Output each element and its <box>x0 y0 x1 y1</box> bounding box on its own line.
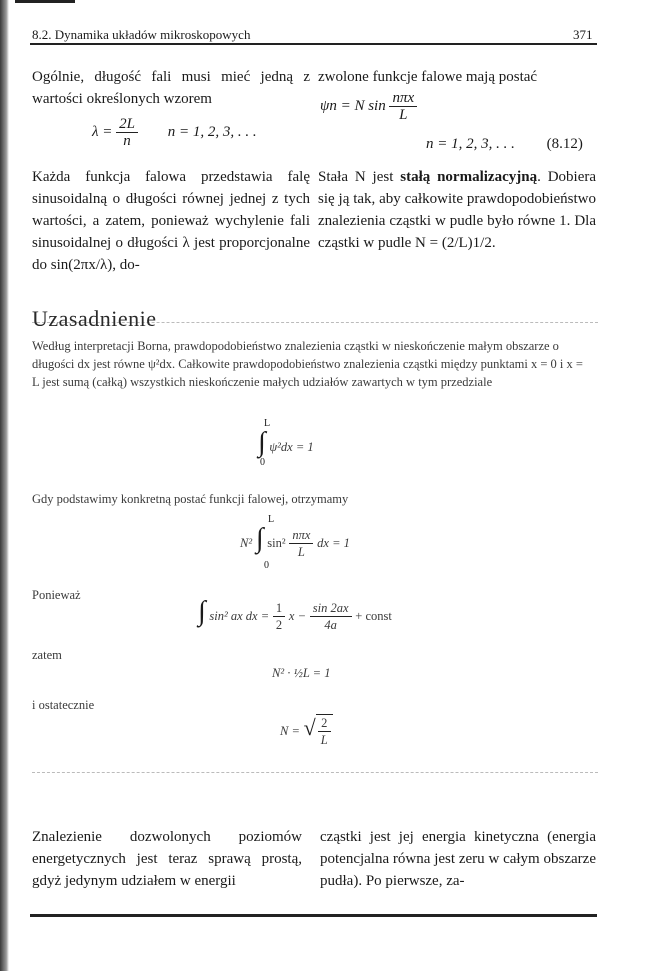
eq-psi-lhs: ψn = N sin <box>320 97 386 114</box>
eq-psi-fraction <box>389 90 417 123</box>
eq1-upper-limit: L <box>264 418 271 429</box>
page-number: 371 <box>573 27 593 42</box>
eq3-left: sin² ax dx = <box>209 609 270 623</box>
box-equation-4: N² · ½L = 1 <box>272 666 331 680</box>
eq-psi-denominator: L <box>399 107 408 123</box>
eq2-upper-limit: L <box>268 514 275 525</box>
eq2-fraction <box>289 527 313 560</box>
footer-rule <box>30 914 597 917</box>
eq2-sin: sin² <box>267 536 286 550</box>
integral-sign-icon: ∫ <box>258 427 266 458</box>
box-equation-5 <box>280 714 333 748</box>
eq3-right: + const <box>355 609 392 623</box>
left-column-2 <box>32 166 310 276</box>
right-column <box>318 66 596 88</box>
eq5-numerator: 2 <box>318 715 331 732</box>
eq-lambda-numerator: 2L <box>116 116 138 133</box>
eq3-mid: x − <box>288 609 307 623</box>
box-title: Uzasadnienie <box>32 306 157 331</box>
eq-psi-n-values: n = 1, 2, 3, . . . <box>426 136 515 152</box>
equation-lambda <box>92 116 257 149</box>
box-paragraph-1: Według interpretacji Borna, prawdopodobieństwo znalezienia cząstki w nieskończenie małym obszarze o długości dx jest równe ψ²dx. Całkowite prawdopodobieństwo znalezienia cząstki między punktami x = 0 i x = L jest sumą (całką) wszystkich nieskończenie małych udziałów zawartych w tym przedziale <box>32 339 583 389</box>
eq2-prefix: N² <box>240 536 253 550</box>
eq1-lower-limit: 0 <box>260 457 265 468</box>
right-p2-bold-term: stałą normalizacyjną <box>400 169 538 185</box>
header-rule <box>30 43 597 45</box>
left-paragraph-1: Ogólnie, długość fali musi mieć jedną z wartości określonych wzorem <box>32 69 310 107</box>
right-paragraph-2 <box>318 166 596 254</box>
eq-lambda-fraction <box>116 116 138 149</box>
eq5-fraction <box>318 715 331 748</box>
book-spine-shadow <box>0 0 9 971</box>
eq5-radicand <box>316 714 333 748</box>
box-paragraph-2: Gdy podstawimy konkretną postać funkcji falowej, otrzymamy <box>32 492 349 506</box>
right-p2-end: . Dobiera się ją tak, aby całkowite prawdopodobieństwo znalezienia cząstki w pudle było równe 1. Dla cząstki w pudle N = (2/L)1/2. <box>318 169 596 251</box>
equation-number: (8.12) <box>546 136 583 152</box>
eq2-rest: dx = 1 <box>317 536 350 550</box>
bottom-left-paragraph: Znalezienie dozwolonych poziomów energetycznych jest teraz sprawą prostą, gdyż jedynym udziałem w energii <box>32 829 302 889</box>
eq2-denominator: L <box>297 545 305 560</box>
eq-lambda-denominator: n <box>123 133 131 149</box>
eq3-f2-numerator: sin 2ax <box>310 600 352 617</box>
box-paragraph-4: zatem <box>32 648 62 662</box>
eq-lambda-lhs: λ = <box>92 123 113 140</box>
bottom-right-column <box>320 826 596 892</box>
sqrt-sign-icon: √ <box>303 714 316 740</box>
eq-lambda-n-values: n = 1, 2, 3, . . . <box>167 123 257 140</box>
box-paragraph-3: Ponieważ <box>32 588 81 602</box>
box-equation-3 <box>198 598 392 633</box>
left-paragraph-2: Każda funkcja falowa przedstawia falę sinusoidalną o długości równej jednej z tych wartości, a zatem, ponieważ wychylenie fali sinusoidalnej o długości λ jest proporcjonalne do sin(2πx/λ), do- <box>32 169 310 273</box>
eq1-body: ψ²dx = 1 <box>269 440 314 454</box>
eq5-lhs: N = <box>280 723 300 738</box>
equation-psi <box>320 90 417 123</box>
eq3-fraction-2 <box>310 600 352 633</box>
left-column <box>32 66 310 110</box>
eq3-f1-numerator: 1 <box>273 600 285 617</box>
eq3-fraction-1 <box>273 600 285 633</box>
running-header-title: 8.2. Dynamika układów mikroskopowych <box>32 27 251 42</box>
bottom-right-paragraph: cząstki jest jej energia kinetyczna (energia potencjalna równa jest zeru w całym obszarze pudła). Po pierwsze, za- <box>320 829 596 889</box>
eq2-numerator: nπx <box>289 527 313 544</box>
top-edge-mark <box>15 0 75 3</box>
eq5-denominator: L <box>320 733 328 747</box>
integral-sign-icon: ∫ <box>198 596 206 627</box>
box-equation-2 <box>240 514 350 571</box>
right-paragraph-1: zwolone funkcje falowe mają postać <box>318 69 538 85</box>
eq3-f2-denominator: 4a <box>324 618 337 633</box>
equation-psi-n <box>426 136 583 153</box>
integral-sign-icon: ∫ <box>255 523 264 554</box>
right-p2-start: Stała N jest <box>318 169 401 185</box>
eq-psi-numerator: nπx <box>389 90 417 107</box>
box-bottom-border <box>32 772 598 774</box>
box-equation-1 <box>258 418 314 468</box>
bottom-left-column <box>32 826 302 892</box>
eq3-f1-denominator: 2 <box>275 618 283 633</box>
eq2-lower-limit: 0 <box>264 560 269 572</box>
box-paragraph-5: i ostatecznie <box>32 698 95 712</box>
right-column-2 <box>318 166 596 254</box>
